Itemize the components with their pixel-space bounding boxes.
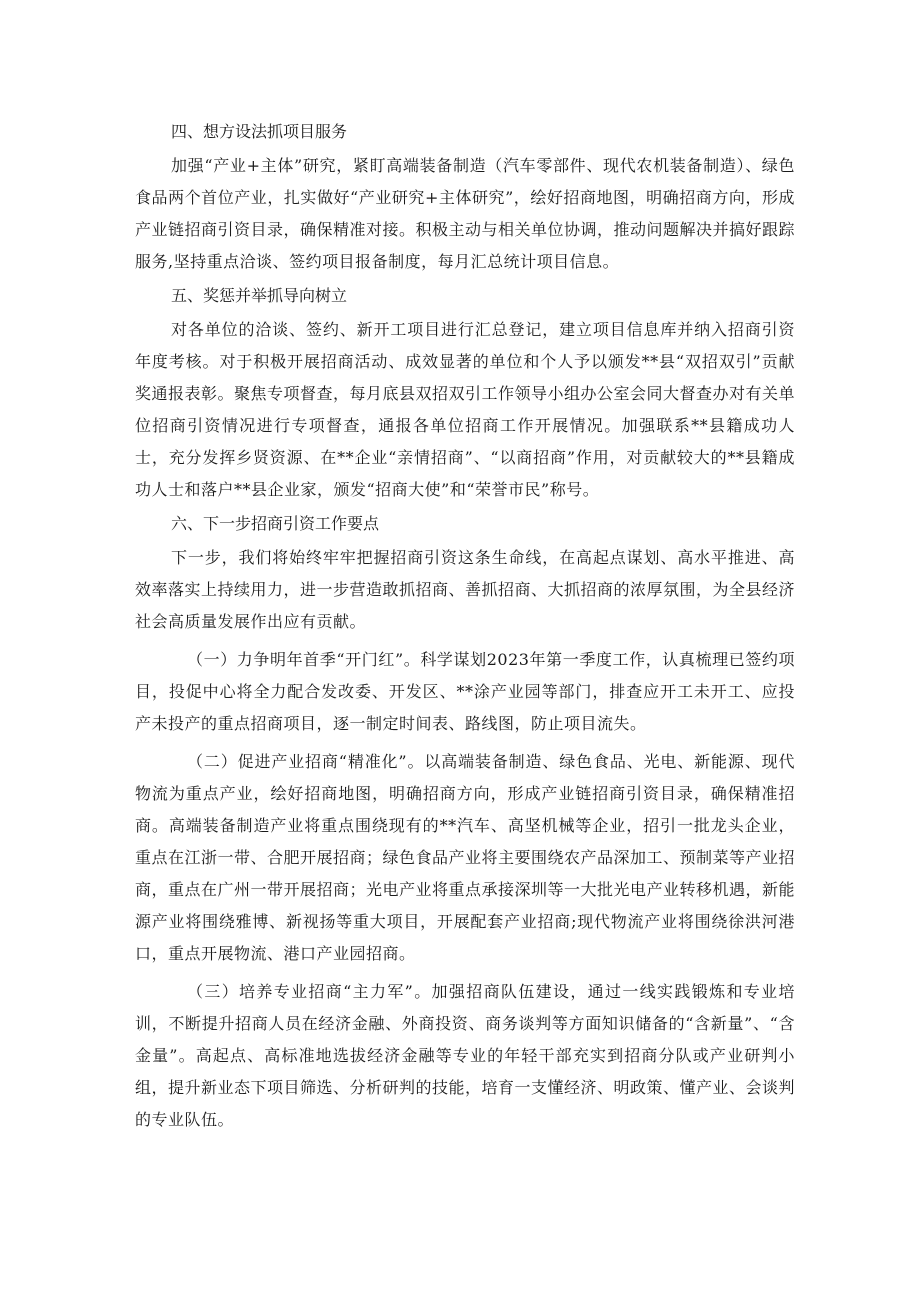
section-paragraph-4: 加强“产业+主体”研究，紧盯高端装备制造（汽车零部件、现代农机装备制造）、绿色食品两个首位产业，扎实做好“产业研究+主体研究”，绘好招商地图，明确招商方向，形成产业链招商引资目录，确保精准对接。积极主动与相关单位协调，推动问题解决并搞好跟踪服务,坚持重点洽谈、签约项目报备制度，每月汇总统计项目信息。	[135, 156, 796, 271]
section-paragraph-6: 下一步，我们将始终牢牢把握招商引资这条生命线，在高起点谋划、高水平推进、高效率落实上持续用力，进一步营造敢抓招商、善抓招商、大抓招商的浓厚氛围，为全县经济社会高质量发展作出应有贡献。	[135, 548, 796, 631]
section-heading-6: 六、下一步招商引资工作要点	[171, 514, 380, 533]
document-body	[135, 117, 795, 1136]
section-paragraph-5: 对各单位的洽谈、签约、新开工项目进行汇总登记，建立项目信息库并纳入招商引资年度考核。对于积极开展招商活动、成效显著的单位和个人予以颁发**县“双招双引”贡献奖通报表彰。聚焦专项督查，每月底县双招双引工作领导小组办公室会同大督查办对有关单位招商引资情况进行专项督查，通报各单位招商工作开展情况。加强联系**县籍成功人士，充分发挥乡贤资源、在**企业“亲情招商”、“以商招商”作用，对贡献较大的**县籍成功人士和落户**县企业家，颁发“招商大使”和“荣誉市民”称号。	[135, 320, 796, 499]
list-item-2: （二）促进产业招商“精准化”。以高端装备制造、绿色食品、光电、新能源、现代物流为重点产业，绘好招商地图，明确招商方向，形成产业链招商引资目录，确保精准招商。高端装备制造产业将重点围绕现有的**汽车、高坚机械等企业，招引一批龙头企业，重点在江浙一带、合肥开展招商；绿色食品产业将主要围绕农产品深加工、预制菜等产业招商，重点在广州一带开展招商；光电产业将重点承接深圳等一大批光电产业转移机遇，新能源产业将围绕雅博、新视扬等重大项目，开展配套产业招商;现代物流产业将围绕徐洪河港口，重点开展物流、港口产业园招商。	[135, 752, 796, 963]
section-heading-5: 五、奖惩并举抓导向树立	[171, 286, 348, 305]
section-heading-4: 四、想方设法抓项目服务	[171, 122, 348, 141]
list-item-3: （三）培养专业招商“主力军”。加强招商队伍建设，通过一线实践锻炼和专业培训，不断提升招商人员在经济金融、外商投资、商务谈判等方面知识储备的“含新量”、“含金量”。高起点、高标准地选拔经济金融等专业的年轻干部充实到招商分队或产业研判小组，提升新业态下项目筛选、分析研判的技能，培育一支懂经济、明政策、懂产业、会谈判的专业队伍。	[135, 982, 796, 1129]
list-item-1: （一）力争明年首季“开门红”。科学谋划2023年第一季度工作，认真梳理已签约项目，投促中心将全力配合发改委、开发区、**涂产业园等部门，排查应开工未开工、应投产未投产的重点招商项目，逐一制定时间表、路线图，防止项目流失。	[135, 650, 795, 733]
